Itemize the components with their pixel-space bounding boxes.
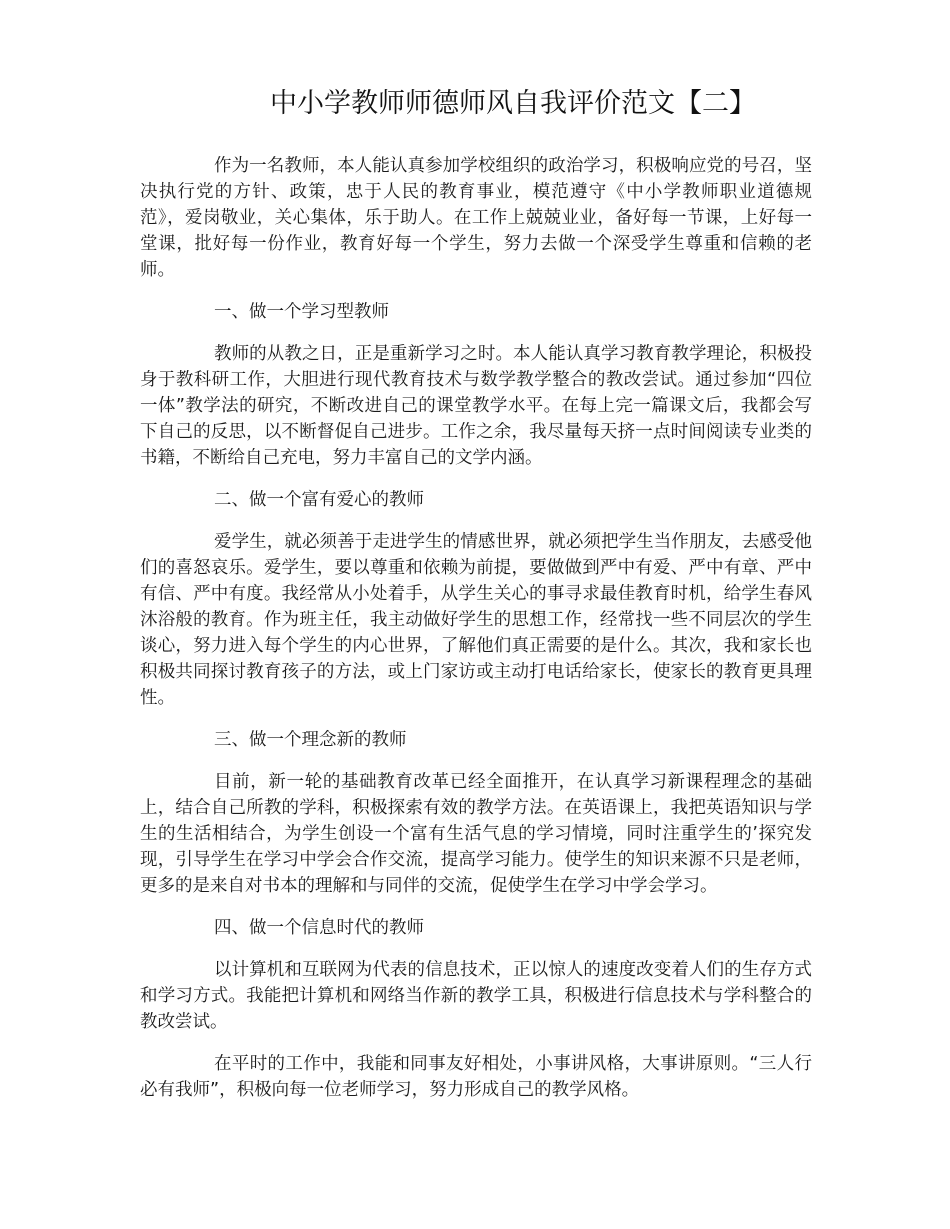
- closing-paragraph: 在平时的工作中，我能和同事友好相处，小事讲风格，大事讲原则。“三人行必有我师”，积极向每一位老师学习，努力形成自己的教学风格。: [140, 1054, 812, 1100]
- page-title: 中小学教师师德师风自我评价范文【二】: [270, 88, 756, 119]
- document-body: [140, 153, 812, 1119]
- section-heading-4: 四、做一个信息时代的教师: [214, 918, 424, 938]
- section-heading-2: 二、做一个富有爱心的教师: [214, 490, 424, 510]
- section-heading-1: 一、做一个学习型教师: [214, 302, 389, 322]
- section-4-paragraph: 以计算机和互联网为代表的信息技术，正以惊人的速度改变着人们的生存方式和学习方式。我能把计算机和网络当作新的教学工具，积极进行信息技术与学科整合的教改尝试。: [140, 960, 812, 1032]
- section-3-paragraph: 目前，新一轮的基础教育改革已经全面推开，在认真学习新课程理念的基础上，结合自己所教的学科，积极探索有效的教学方法。在英语课上，我把英语知识与学生的生活相结合，为学生创设一个富有生活气息的学习情境，同时注重学生的’探究发现，引导学生在学习中学会合作交流，提高学习能力。使学生的知识来源不只是老师，更多的是来自对书本的理解和与同伴的交流，促使学生在学习中学会学习。: [140, 772, 812, 896]
- section-heading-3: 三、做一个理念新的教师: [214, 730, 407, 750]
- section-1-paragraph: 教师的从教之日，正是重新学习之时。本人能认真学习教育教学理论，积极投身于教科研工作，大胆进行现代教育技术与数学教学整合的教改尝试。通过参加“四位一体”教学法的研究，不断改进自己的课堂教学水平。在每上完一篇课文后，我都会写下自己的反思，以不断督促自己进步。工作之余，我尽量每天挤一点时间阅读专业类的书籍，不断给自己充电，努力丰富自己的文学内涵。: [140, 344, 812, 468]
- section-2-paragraph: 爱学生，就必须善于走进学生的情感世界，就必须把学生当作朋友，去感受他们的喜怒哀乐。爱学生，要以尊重和依赖为前提，要做做到严中有爱、严中有章、严中有信、严中有度。我经常从小处着手，从学生关心的事寻求最佳教育时机，给学生春风沐浴般的教育。作为班主任，我主动做好学生的思想工作，经常找一些不同层次的学生谈心，努力进入每个学生的内心世界，了解他们真正需要的是什么。其次，我和家长也积极共同探讨教育孩子的方法，或上门家访或主动打电话给家长，使家长的教育更具理性。: [140, 532, 812, 708]
- intro-paragraph: 作为一名教师，本人能认真参加学校组织的政治学习，积极响应党的号召，坚决执行党的方针、政策，忠于人民的教育事业，模范遵守《中小学教师职业道德规范》，爱岗敬业，关心集体，乐于助人。在工作上兢兢业业，备好每一节课，上好每一堂课，批好每一份作业，教育好每一个学生，努力去做一个深受学生尊重和信赖的老师。: [140, 156, 812, 280]
